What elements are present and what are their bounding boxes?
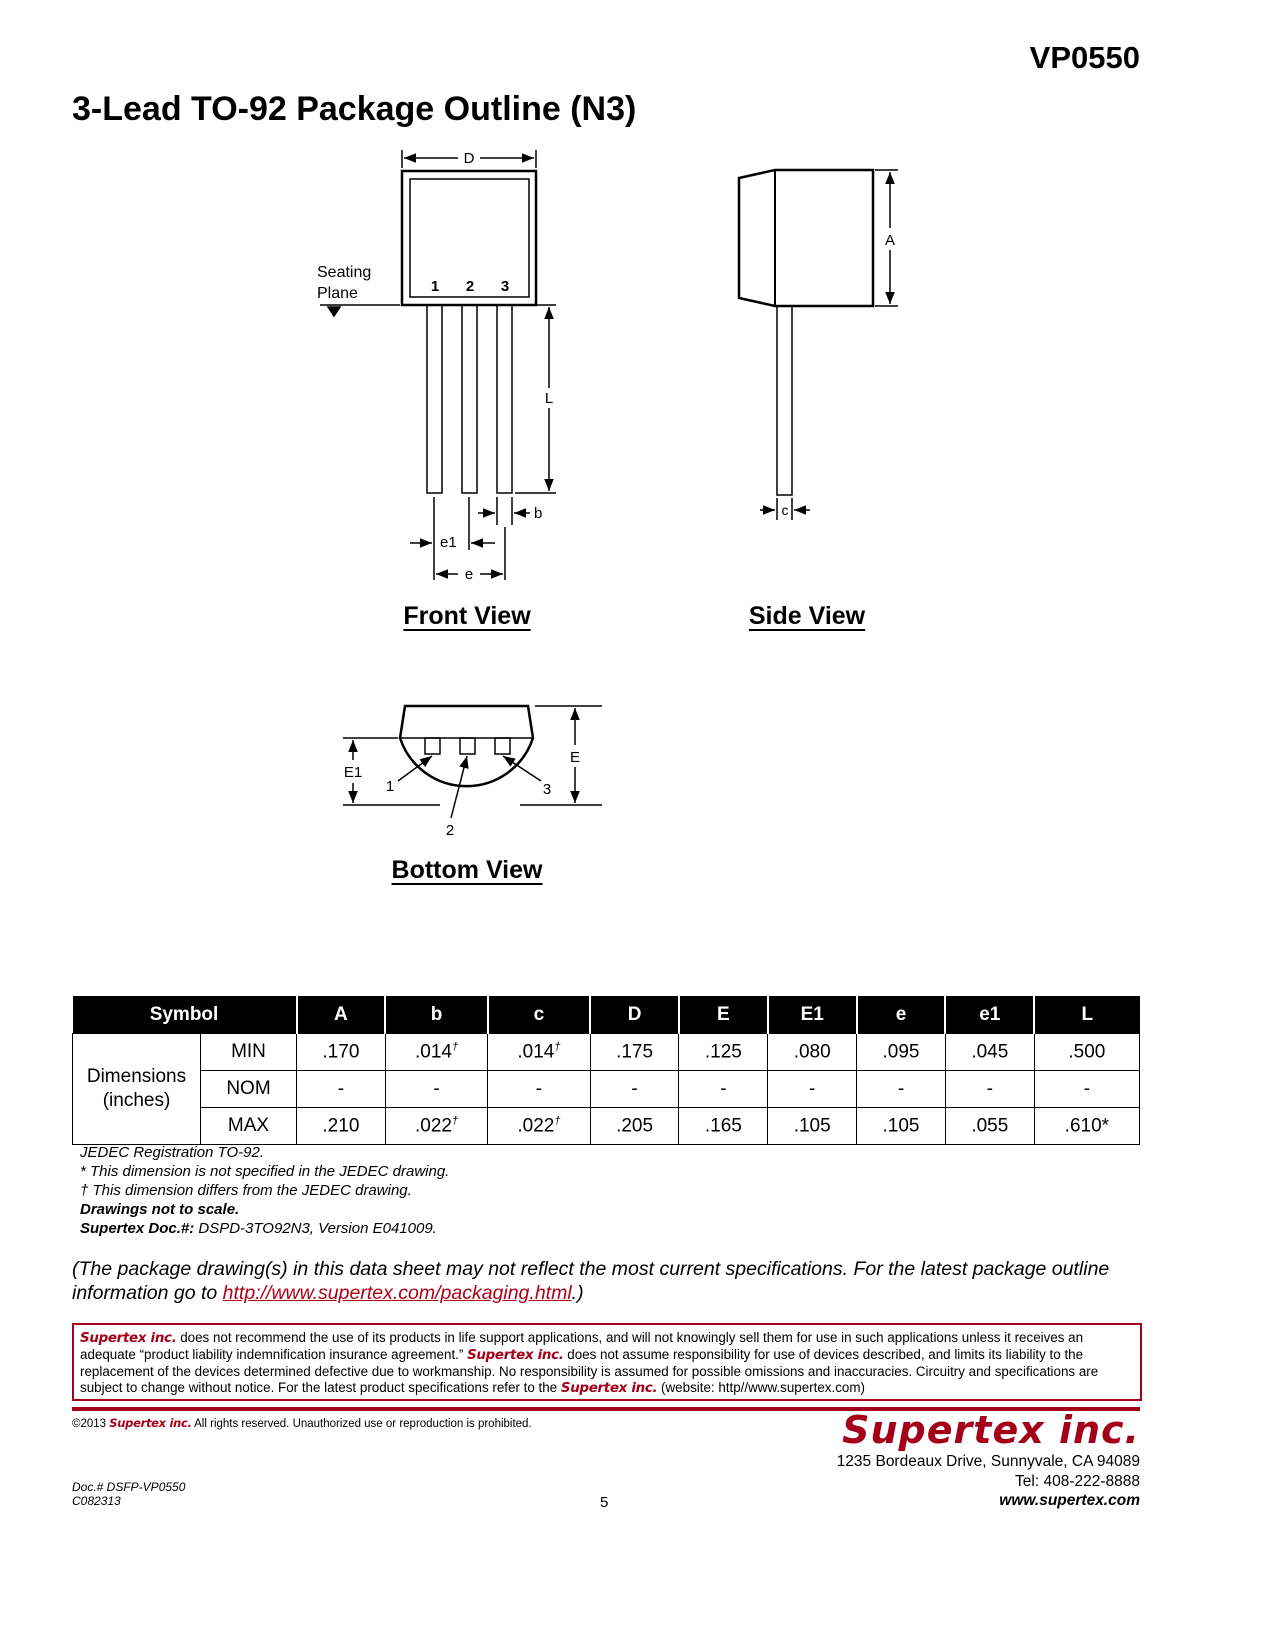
row-label: MIN: [201, 1034, 297, 1071]
part-number: VP0550: [1029, 40, 1140, 75]
bottom-view-drawing: [343, 706, 602, 818]
doc-number: Doc.# DSFP-VP0550: [72, 1480, 186, 1494]
cell-value: -: [433, 1078, 440, 1100]
dimensions-table: [72, 996, 1140, 1145]
column-header: b: [385, 996, 487, 1034]
page-title: 3-Lead TO-92 Package Outline (N3): [72, 90, 637, 128]
cell-value: -: [720, 1078, 727, 1100]
note-jedec: JEDEC Registration TO-92.: [80, 1144, 264, 1161]
column-header: e: [857, 996, 946, 1034]
table-cell: [857, 1034, 946, 1071]
table-notes: [80, 1143, 449, 1238]
table-cell: [679, 1071, 768, 1108]
cell-value: -: [535, 1078, 543, 1100]
table-cell: [488, 1108, 590, 1145]
package-note: [72, 1257, 1152, 1305]
table-cell: [768, 1071, 857, 1108]
cell-value: -: [809, 1078, 816, 1100]
brand-name: Supertex inc.: [467, 1348, 564, 1363]
table-cell: [857, 1071, 946, 1108]
cell-value: .105: [882, 1115, 920, 1137]
cell-value: .014: [414, 1041, 452, 1063]
table-cell: [945, 1071, 1034, 1108]
cell-value: .022: [517, 1115, 555, 1137]
note-star: * This dimension is not specified in the JEDEC drawing.: [80, 1163, 450, 1180]
cell-mark: †: [554, 1040, 561, 1053]
dim-label-L: L: [544, 390, 554, 407]
group-label-line: Dimensions: [86, 1066, 187, 1087]
note-dagger: † This dimension differs from the JEDEC drawing.: [80, 1182, 412, 1199]
dim-label-e1: e1: [440, 534, 457, 551]
cell-value: .165: [704, 1115, 742, 1137]
bottom-view-title: Bottom View: [391, 856, 543, 884]
bottom-pin-label-1: 1: [385, 778, 395, 795]
page-number: 5: [600, 1494, 609, 1511]
symbol-header: Symbol: [73, 996, 297, 1034]
website[interactable]: www.supertex.com: [999, 1492, 1140, 1509]
table-row: [73, 1108, 1140, 1145]
table-cell: [945, 1034, 1034, 1071]
dim-label-e: e: [464, 566, 474, 583]
dim-label-E1: E1: [343, 764, 363, 781]
cell-value: -: [897, 1078, 905, 1100]
bottom-pin-label-2: 2: [445, 822, 455, 839]
table-row: [73, 1034, 1140, 1071]
brand-name: Supertex inc.: [80, 1331, 177, 1346]
dim-label-c: c: [781, 502, 789, 518]
table-cell: [590, 1071, 679, 1108]
column-header: E: [679, 996, 768, 1034]
pin-label-1: 1: [430, 278, 440, 295]
cell-value: -: [337, 1078, 345, 1100]
cell-value: .055: [971, 1115, 1009, 1137]
table-cell: [857, 1108, 946, 1145]
column-header: e1: [945, 996, 1034, 1034]
cell-value: .205: [616, 1115, 654, 1137]
cell-value: .022: [414, 1115, 452, 1137]
row-label: MAX: [201, 1108, 297, 1145]
table-cell: [679, 1108, 768, 1145]
cell-value: .045: [971, 1041, 1009, 1063]
side-view-drawing: [739, 170, 898, 520]
table-cell: [768, 1034, 857, 1071]
table-cell: [488, 1034, 590, 1071]
table-cell: [590, 1108, 679, 1145]
disclaimer-text: does not assume responsibility for use of devices described, and limits its liability to the replacement of the devices determined defective due to workmanship. No responsibility is assumed for possible omissions and inaccuracies. Circuitry and specifications are subject to change without notice. For the latest product specifications refer to the: [80, 1347, 1099, 1395]
cell-value: .170: [322, 1041, 360, 1063]
table-cell: [488, 1071, 590, 1108]
packaging-link[interactable]: http://www.supertex.com/packaging.html: [222, 1282, 572, 1304]
cell-value: .105: [793, 1115, 831, 1137]
table-cell: [1034, 1071, 1139, 1108]
column-header: A: [297, 996, 386, 1034]
cell-value: .014: [517, 1041, 555, 1063]
cell-mark: †: [451, 1114, 459, 1127]
table-cell: [297, 1071, 386, 1108]
note-doc-label: Supertex Doc.#:: [80, 1220, 195, 1237]
table-cell: [385, 1071, 487, 1108]
address: 1235 Bordeaux Drive, Sunnyvale, CA 94089: [836, 1453, 1140, 1470]
column-header: L: [1034, 996, 1139, 1034]
cell-mark: †: [554, 1114, 561, 1127]
seating-plane-label-2: Plane: [317, 285, 358, 302]
table-row: [73, 1071, 1140, 1108]
dim-label-b: b: [534, 505, 543, 522]
cell-value: -: [1083, 1078, 1091, 1100]
seating-plane-label: Seating: [317, 264, 372, 281]
note-doc-value: DSPD-3TO92N3, Version E041009.: [194, 1220, 437, 1237]
cell-value: -: [986, 1078, 993, 1100]
side-view-title: Side View: [748, 602, 866, 630]
table-cell: [1034, 1034, 1139, 1071]
table-cell: [945, 1108, 1034, 1145]
note-scale: Drawings not to scale.: [80, 1201, 240, 1218]
table-cell: [385, 1108, 487, 1145]
doc-code: C082313: [72, 1494, 121, 1508]
disclaimer-text: does not recommend the use of its products in life support applications, and will not knowingly sell them for use in such applications unless it receives an adequate “product liability indemnification insurance agreement.”: [80, 1330, 1084, 1362]
dim-label-D: D: [463, 150, 475, 167]
cell-value: .175: [616, 1041, 654, 1063]
brand-name: Supertex inc.: [109, 1416, 192, 1430]
dimensions-group-label: [73, 1034, 201, 1145]
cell-value: .210: [322, 1115, 360, 1137]
dim-label-A: A: [884, 232, 896, 249]
doc-info: [72, 1480, 185, 1508]
table-cell: [679, 1034, 768, 1071]
package-note-text: (The package drawing(s) in this data sheet may not reflect the most current specifications. For the latest package outline information go to: [72, 1258, 1110, 1304]
dim-label-E: E: [569, 749, 581, 766]
table-cell: [590, 1034, 679, 1071]
copyright: [72, 1416, 532, 1430]
supertex-logo: Supertex inc.: [842, 1408, 1140, 1452]
disclaimer-text: (website: http//www.supertex.com): [657, 1380, 865, 1395]
table-cell: [385, 1034, 487, 1071]
table-cell: [768, 1108, 857, 1145]
pin-label-2: 2: [465, 278, 475, 295]
package-note-suffix: .): [571, 1282, 584, 1304]
brand-name: Supertex inc.: [560, 1381, 658, 1396]
column-header: D: [590, 996, 679, 1034]
cell-mark: †: [451, 1040, 459, 1053]
row-label: NOM: [201, 1071, 297, 1108]
table-cell: [297, 1034, 386, 1071]
front-view-drawing: [320, 150, 556, 580]
bottom-pin-label-3: 3: [542, 781, 552, 798]
company-address: [837, 1452, 1140, 1511]
table-cell: [1034, 1108, 1139, 1145]
copyright-year: ©2013: [72, 1418, 110, 1430]
column-header: c: [488, 996, 590, 1034]
copyright-text: All rights reserved. Unauthorized use or reproduction is prohibited.: [191, 1418, 532, 1430]
cell-value: .095: [882, 1041, 920, 1063]
disclaimer-box: [72, 1323, 1142, 1401]
cell-value: .500: [1068, 1041, 1106, 1063]
pin-label-3: 3: [500, 278, 510, 295]
column-header: E1: [768, 996, 857, 1034]
front-view-title: Front View: [403, 602, 531, 630]
table-cell: [297, 1108, 386, 1145]
cell-value: -: [631, 1078, 638, 1100]
telephone: Tel: 408-222-8888: [1015, 1472, 1140, 1490]
group-label-line: (inches): [102, 1090, 171, 1111]
cell-value: .610*: [1064, 1115, 1110, 1137]
cell-value: .080: [793, 1041, 831, 1063]
cell-value: .125: [704, 1041, 742, 1063]
